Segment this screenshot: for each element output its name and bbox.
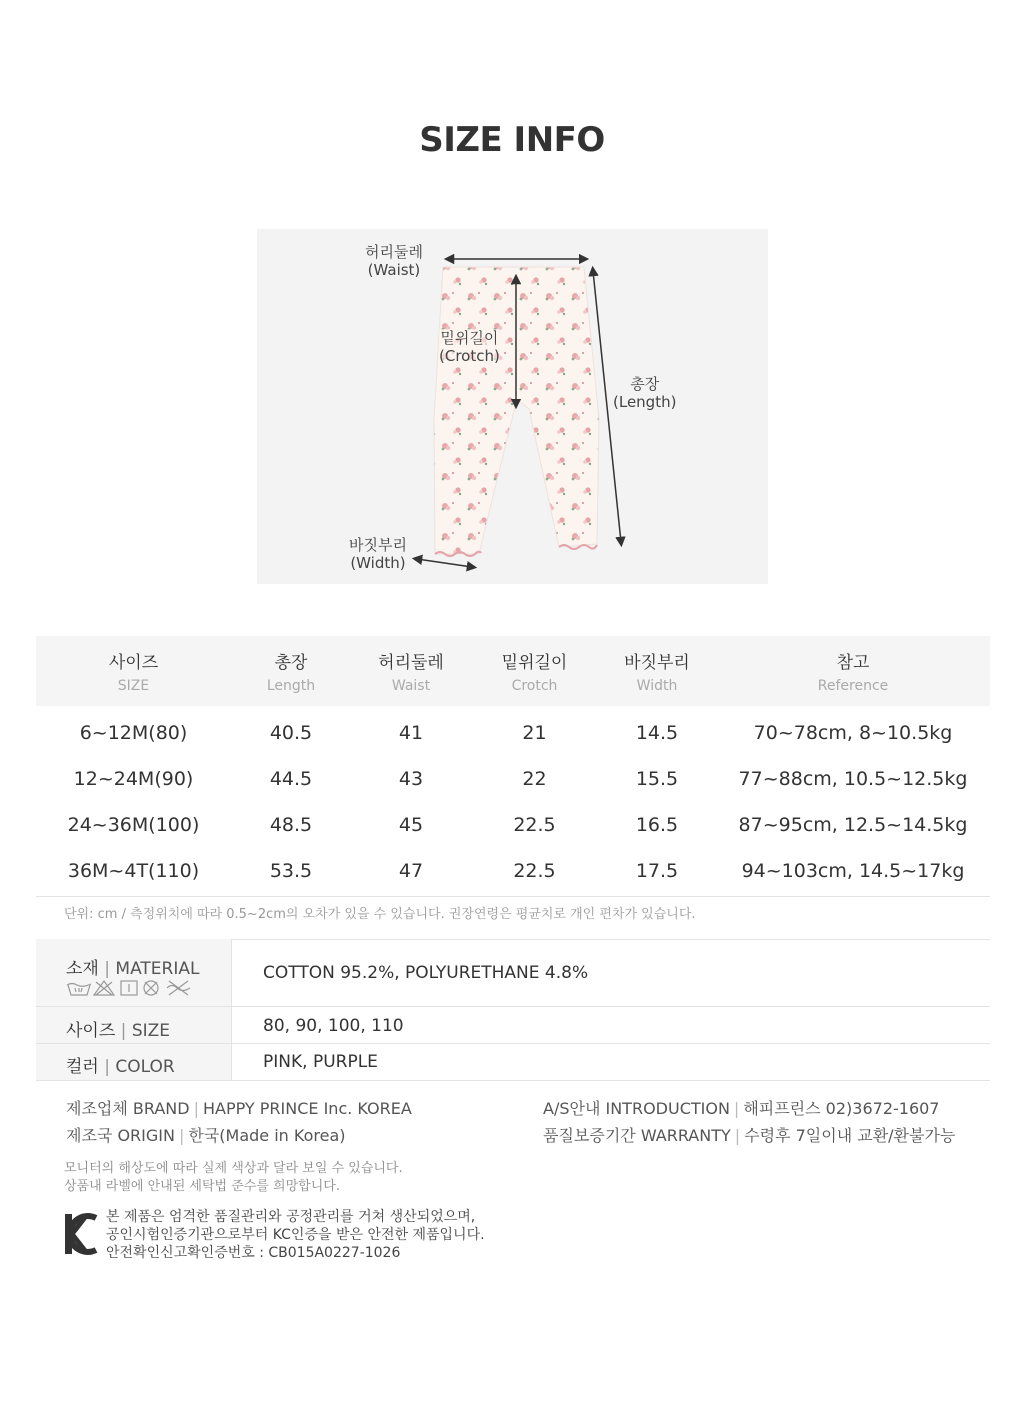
material-value: COTTON 95.2%, POLYURETHANE 4.8% [263, 963, 589, 983]
table-cell: 77~88cm, 10.5~12.5kg [738, 768, 968, 790]
table-cell: 44.5 [269, 768, 313, 790]
material-label: 소재 | MATERIAL [66, 959, 200, 979]
crotch-label [439, 329, 500, 365]
header-reference: 참고 Reference [716, 636, 990, 706]
table-cell: 14.5 [635, 722, 679, 744]
table-row [36, 706, 990, 756]
no-dryclean-icon [144, 981, 158, 995]
table-cell: 53.5 [269, 860, 313, 882]
table-cell: 22.5 [513, 860, 556, 882]
header-size: 사이즈 SIZE [36, 636, 231, 706]
care-icons [66, 979, 198, 1001]
table-cell: 17.5 [635, 860, 679, 882]
size-label: 사이즈 | SIZE [66, 1021, 171, 1041]
measurement-note: 단위: cm / 측정위치에 따라 0.5~2cm의 오차가 있을 수 있습니다. 권장연령은 평균치로 개인 편차가 있습니다. [64, 907, 696, 922]
color-row [36, 1043, 990, 1080]
brand-info: 제조업체 BRAND | HAPPY PRINCE Inc. KOREA [66, 1099, 412, 1118]
table-cell: 15.5 [635, 768, 679, 790]
leggings-diagram [257, 229, 768, 584]
table-header-row [36, 636, 990, 706]
table-cell: 41 [398, 722, 424, 744]
warranty-info: 품질보증기간 WARRANTY | 수령후 7일이내 교환/환불가능 [543, 1126, 956, 1145]
header-waist: 허리둘레 Waist [351, 636, 471, 706]
kc-line-1: 본 제품은 엄격한 품질관리와 공정관리를 거쳐 생산되었으며, [106, 1209, 476, 1225]
length-label-ko: 총장 [630, 375, 660, 393]
crotch-label-en: (Crotch) [439, 347, 500, 365]
table-cell: 6~12M(80) [79, 722, 188, 744]
kc-line-2: 공인시험인증기관으로부터 KC인증을 받은 안전한 제품입니다. [106, 1227, 485, 1243]
size-value: 80, 90, 100, 110 [263, 1016, 404, 1036]
table-cell: 16.5 [635, 814, 679, 836]
table-cell: 47 [398, 860, 424, 882]
table-cell: 43 [398, 768, 424, 790]
monitor-note: 모니터의 해상도에 따라 실제 색상과 달라 보일 수 있습니다. [64, 1161, 403, 1176]
length-label-en: (Length) [613, 393, 677, 411]
table-cell: 24~36M(100) [67, 814, 200, 836]
size-table [36, 636, 990, 894]
table-cell: 36M~4T(110) [67, 860, 200, 882]
waist-label-en: (Waist) [367, 261, 421, 279]
width-label-en: (Width) [350, 554, 406, 572]
waist-label [365, 243, 423, 279]
origin-info: 제조국 ORIGIN | 한국(Made in Korea) [66, 1126, 346, 1145]
table-cell: 45 [398, 814, 424, 836]
table-cell: 12~24M(90) [73, 768, 194, 790]
table-row [36, 756, 990, 802]
divider [36, 896, 990, 897]
divider [36, 1080, 990, 1081]
table-row [36, 848, 990, 894]
no-wring-icon [167, 981, 190, 995]
width-label-ko: 바짓부리 [349, 536, 407, 554]
table-cell: 21 [522, 722, 547, 744]
leggings-illustration [257, 229, 768, 584]
page-title: SIZE INFO [419, 120, 605, 160]
table-cell: 22 [522, 768, 547, 790]
table-cell: 87~95cm, 12.5~14.5kg [738, 814, 968, 836]
crotch-label-ko: 밑위길이 [440, 329, 499, 347]
table-row [36, 802, 990, 848]
table-cell: 22.5 [513, 814, 556, 836]
color-label: 컬러 | COLOR [66, 1057, 175, 1077]
table-cell: 40.5 [269, 722, 313, 744]
material-row [36, 939, 990, 1003]
as-info: A/S안내 INTRODUCTION | 해피프린스 02)3672-1607 [543, 1099, 940, 1118]
label-note: 상품내 라벨에 안내된 세탁법 준수를 희망합니다. [64, 1179, 340, 1194]
waist-label-ko: 허리둘레 [365, 243, 423, 261]
kc-mark-icon [62, 1210, 100, 1262]
table-cell: 70~78cm, 8~10.5kg [753, 722, 953, 744]
color-value: PINK, PURPLE [263, 1052, 378, 1072]
table-cell: 94~103cm, 14.5~17kg [741, 860, 965, 882]
kc-certificate-number: 안전확인신고확인증번호 : CB015A0227-1026 [106, 1245, 401, 1261]
header-crotch: 밑위길이 Crotch [471, 636, 598, 706]
width-label [349, 536, 407, 572]
header-width: 바짓부리 Width [598, 636, 716, 706]
no-bleach-icon [94, 981, 114, 995]
table-cell: 48.5 [269, 814, 313, 836]
length-label [613, 375, 676, 411]
header-length: 총장 Length [231, 636, 351, 706]
hand-wash-icon [67, 984, 91, 996]
size-row [36, 1006, 990, 1043]
tumble-dry-icon [121, 981, 137, 995]
